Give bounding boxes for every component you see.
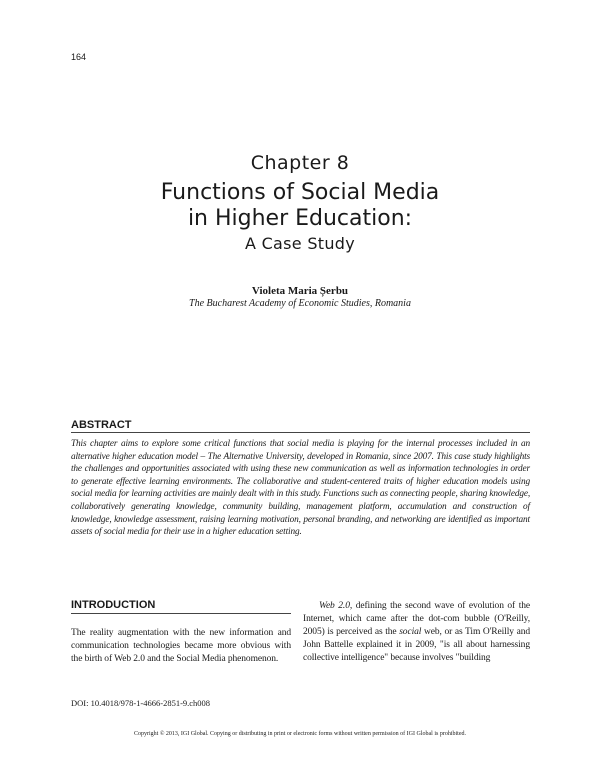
page-number: 164 xyxy=(71,52,87,62)
abstract-heading: ABSTRACT xyxy=(71,419,132,431)
introduction-right-column xyxy=(303,600,530,665)
intro-right-text-1: defining the second wave of evolution of the Internet, which came after the dot-com bubble (O'Reilly, 2005) is perceived as the xyxy=(303,601,530,637)
introduction-heading: INTRODUCTION xyxy=(71,599,156,611)
abstract-body: This chapter aims to explore some critical functions that social media is playing for the internal processes included in an alternative higher education model – The Alternative University, developed in Romania, since 2007. This case study highlights the challenges and opportunities associated with using these new communication as well as information technologies in order to generate effective learning environments. The collaborative and student-centered traits of higher education models using social media for learning activities are mainly dealt with in this study. Functions such as connecting people, sharing knowledge, collaboratively generating knowledge, community building, management platform, accumulation and construction of knowledge, knowledge assessment, raising learning motivation, personal branding, and networking are identified as important assets of social media for their use in a higher education setting. xyxy=(71,439,530,538)
abstract-divider xyxy=(71,432,530,433)
introduction-left-column xyxy=(71,627,291,666)
intro-paragraph-right xyxy=(303,600,530,665)
doi: DOI: 10.4018/978-1-4666-2851-9.ch008 xyxy=(71,698,211,708)
chapter-subtitle: A Case Study xyxy=(244,234,356,253)
author-affiliation: The Bucharest Academy of Economic Studies, Romania xyxy=(189,298,411,309)
intro-paragraph-left: The reality augmentation with the new information and communication technologies became more obvious with the birth of Web 2.0 and the Social Media phenomenon. xyxy=(71,628,291,664)
title-line-2: in Higher Education: xyxy=(187,206,413,231)
title-line-1: Functions of Social Media xyxy=(160,180,440,205)
introduction-divider xyxy=(71,613,291,614)
social-term: social xyxy=(399,627,422,637)
web20-term: Web 2.0, xyxy=(319,601,353,611)
copyright-notice: Copyright © 2013, IGI Global. Copying or distributing in print or electronic forms without written permission of IGI Global is prohibited. xyxy=(133,731,466,737)
author-name: Violeta Maria Șerbu xyxy=(251,285,349,297)
chapter-title xyxy=(0,180,600,232)
chapter-label: Chapter 8 xyxy=(250,152,350,174)
intro-right-text-2: web, or as Tim O'Reilly and John Battelle explained it in 2009, "is all about harnessing collective intelligence" because involves "building xyxy=(303,627,530,663)
